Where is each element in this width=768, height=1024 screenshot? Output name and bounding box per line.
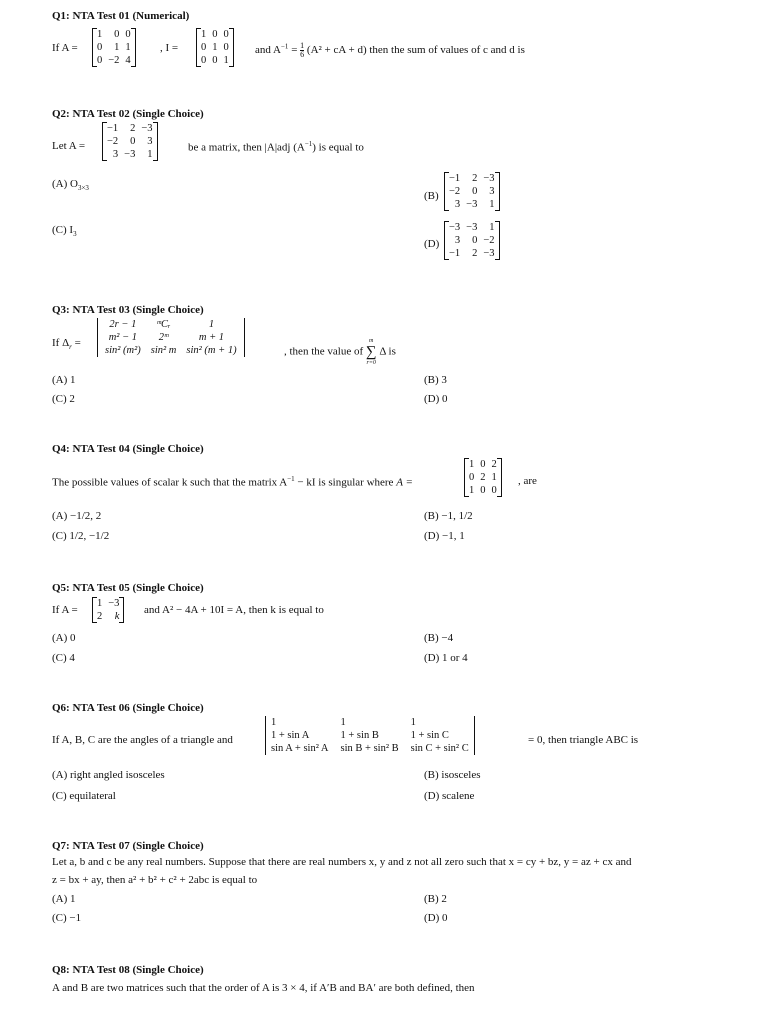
q7-option-c: (C) −1 <box>52 912 82 924</box>
q7-stem-line-1: Let a, b and c be any real numbers. Suppose that there are real numbers x, y and z not all zero such that x = cy + bz, y = az + cx and <box>52 856 632 868</box>
q1-comma-i: , I = <box>160 42 179 54</box>
q3-header: Q3: NTA Test 03 (Single Choice) <box>52 304 204 316</box>
q5-option-c: (C) 4 <box>52 652 75 664</box>
q2-header: Q2: NTA Test 02 (Single Choice) <box>52 108 204 120</box>
q6-option-d: (D) scalene <box>424 790 475 802</box>
q6-option-b: (B) isosceles <box>424 769 481 781</box>
q5-matrix-a: 1 −3 2 k <box>94 597 122 623</box>
q7-option-a: (A) 1 <box>52 893 76 905</box>
q2-option-d-label: (D) <box>424 238 440 250</box>
q4-stem-end: , are <box>518 475 537 487</box>
q5-header: Q5: NTA Test 05 (Single Choice) <box>52 582 204 594</box>
q4-option-c: (C) 1/2, −1/2 <box>52 530 110 542</box>
q2-option-a: (A) $O_{3\times 3}$ <box>52 178 89 193</box>
q3-option-d: (D) 0 <box>424 393 448 405</box>
q3-stem: , then the value of m ∑ r=0 Δ is <box>284 338 396 366</box>
q5-option-d: (D) 1 or 4 <box>424 652 468 664</box>
q7-stem-line-2: z = bx + ay, then a² + b² + c² + 2abc is equal to <box>52 874 258 886</box>
q2-option-b-matrix: −1 2 −3 −2 0 3 3 −3 1 <box>446 172 498 211</box>
q4-stem: The possible values of scalar k such that the matrix $A^{-1}$ − kI is singular where A = <box>52 475 413 489</box>
q7-header: Q7: NTA Test 07 (Single Choice) <box>52 840 204 852</box>
q2-matrix-a: −1 2 −3 −2 0 3 3 −3 1 <box>104 122 156 161</box>
q4-option-d: (D) −1, 1 <box>424 530 465 542</box>
q1-header: Q1: NTA Test 01 (Numerical) <box>52 10 190 22</box>
q3-option-c: (C) 2 <box>52 393 75 405</box>
q1-matrix-i: 1 0 0 0 1 0 0 0 1 <box>198 28 232 67</box>
q1-if-a: If A = <box>52 42 78 54</box>
q2-stem: be a matrix, then |A|adj $(A^{-1})$ is equal to <box>188 140 364 154</box>
q4-option-a: (A) −1/2, 2 <box>52 510 102 522</box>
q2-option-d-matrix: −3 −3 1 3 0 −2 −1 2 −3 <box>446 221 498 260</box>
q3-option-b: (B) 3 <box>424 374 447 386</box>
q1-stem: and $A^{-1}$ = $\frac{1}{6}$ (A² + cA + d) then the sum of values of c and d is <box>255 41 525 59</box>
q2-let-a: Let A = <box>52 140 86 152</box>
q5-option-a: (A) 0 <box>52 632 76 644</box>
q3-if-delta: If $\Delta_r$ = <box>52 337 81 352</box>
q7-option-b: (B) 2 <box>424 893 447 905</box>
q6-option-a: (A) right angled isosceles <box>52 769 165 781</box>
q6-option-c: (C) equilateral <box>52 790 116 802</box>
q6-stem-end: = 0, then triangle ABC is <box>528 734 639 746</box>
q3-option-a: (A) 1 <box>52 374 76 386</box>
q5-option-b: (B) −4 <box>424 632 454 644</box>
q3-determinant: 2r − 1 ᵐCᵣ 1 m² − 1 2ᵐ m + 1 sin² (m²) sin² m sin² (m + 1) <box>100 318 242 357</box>
q7-option-d: (D) 0 <box>424 912 448 924</box>
q6-stem-start: If A, B, C are the angles of a triangle and <box>52 734 233 746</box>
q5-stem: and A² − 4A + 10I = A, then k is equal to <box>144 604 324 616</box>
q1-matrix-a: 1 0 0 0 1 1 0 −2 4 <box>94 28 134 67</box>
q2-option-c: (C) $I_3$ <box>52 224 77 239</box>
q8-header: Q8: NTA Test 08 (Single Choice) <box>52 964 204 976</box>
q6-header: Q6: NTA Test 06 (Single Choice) <box>52 702 204 714</box>
q4-matrix-a: 1 0 2 0 2 1 1 0 0 <box>466 458 500 497</box>
q2-option-b-label: (B) <box>424 190 439 202</box>
q4-option-b: (B) −1, 1/2 <box>424 510 473 522</box>
q8-stem: A and B are two matrices such that the order of A is 3 × 4, if A′B and BA′ are both defined, then <box>52 982 475 994</box>
q5-if-a: If A = <box>52 604 78 616</box>
q6-determinant: 1 1 1 1 + sin A 1 + sin B 1 + sin C sin A + sin² A sin B + sin² B sin C + sin² C <box>268 716 472 755</box>
q4-header: Q4: NTA Test 04 (Single Choice) <box>52 443 204 455</box>
